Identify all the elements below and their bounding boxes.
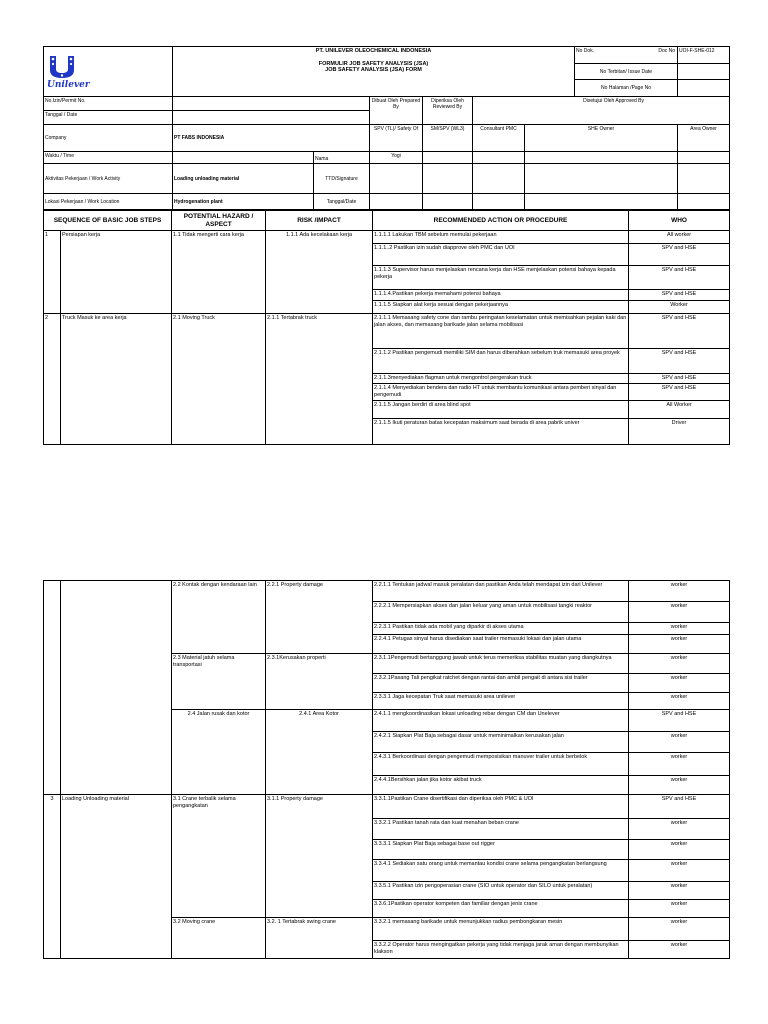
responsible-party: worker — [629, 693, 730, 710]
activity-label: Aktivitas Pekerjaan / Work Activity — [44, 164, 173, 194]
job-step: Truck Masuk ke area kerja — [61, 314, 172, 445]
col-hazard: POTENTIAL HAZARD / ASPECT — [172, 211, 266, 231]
recommended-action: 2.3.2.1Pasang Tali pengikat ratchet dengan rantai dan ambil pengait di antara sisi trailer — [373, 674, 629, 693]
recommended-action: 2.1.1.2 Pastikan pengemudi memiliki SIM dan harus diberahkan sebelum truk memasuki area proyek — [373, 349, 629, 374]
recommended-action: 2.1.1.3menyediakan flagman untuk mengontrol pergerakan truck — [373, 374, 629, 384]
recommended-action: 2.1.1.5 Jangan berdiri di area blind spot — [373, 401, 629, 419]
responsible-party: worker — [629, 840, 730, 860]
prepared-name: Yogi — [370, 152, 423, 164]
responsible-party: worker — [629, 602, 730, 623]
responsible-party: worker — [629, 776, 730, 795]
hazard: 3.1 Crane terbalik selama pengangkatan — [172, 795, 266, 918]
job-step: Loading Unloading material — [61, 795, 172, 959]
table-row — [44, 795, 730, 819]
step-number: 2 — [44, 314, 61, 445]
jsa-page-1 — [43, 46, 729, 445]
responsible-party: SPV and HSE — [629, 314, 730, 349]
job-step — [61, 581, 172, 795]
no-dok-label: No Dok. — [576, 48, 595, 54]
prepared-label: Dibuat Oleh Prepared By — [370, 97, 423, 125]
recommended-action: 1.1.1.1 Lakukan TBM sebelum memulai pekerjaan — [373, 231, 629, 244]
recommended-action: 3.3.6.1Pastikan operator kompeten dan familiar dengan jenis crane — [373, 900, 629, 918]
form-header — [43, 46, 730, 210]
responsible-party: Worker — [629, 301, 730, 314]
recommended-action: 2.2.2.1 Mempersiapkan akses dan jalan keluar yang aman untuk mobilisasi tangki reaktor — [373, 602, 629, 623]
col-risk: RISK /IMPACT — [266, 211, 373, 231]
permit-label: No.Izin/Permit No. — [44, 97, 173, 111]
recommended-action: 2.1.1.5 Ikuti peraturan batas kecepatan maksimum saat berada di area pabrik univer — [373, 419, 629, 445]
date-value — [173, 111, 370, 125]
responsible-party: worker — [629, 623, 730, 635]
step-number — [44, 581, 61, 795]
responsible-party: worker — [629, 581, 730, 602]
hazard: 2.4 Jalan rusak dan kotor — [172, 710, 266, 795]
jsa-page-2 — [43, 580, 729, 959]
column-headers — [44, 211, 730, 231]
recommended-action: 2.1.1.4 Menyediakan bendera dan radio HT untuk membantu komunikasi antara pemberi sinyal dan pengemudi — [373, 384, 629, 401]
responsible-party: worker — [629, 819, 730, 840]
recommended-action: 3.3.1.1Pastikan Crane disertifikasi dan diperiksa oleh PMC & UOI — [373, 795, 629, 819]
location-label: Lokasi Pekerjaan / Work Location — [44, 194, 173, 210]
responsible-party: worker — [629, 882, 730, 900]
hazard: 2.3 Material jatuh selama transportasi — [172, 654, 266, 710]
risk: 3.2. 1 Tertabrak swing crane — [266, 918, 373, 959]
tanggal-label: Tanggal/Date — [314, 194, 370, 210]
recommended-action: 3.3.5.1 Pastikan izin pengoperasian crane (SIO untuk operator dan SILO untuk peralatan) — [373, 882, 629, 900]
responsible-party: SPV and HSE — [629, 374, 730, 384]
responsible-party: SPV and HSE — [629, 795, 730, 819]
unilever-wordmark: Unilever — [47, 80, 90, 90]
doc-no-cell — [575, 47, 678, 64]
hazard: 2.2 Kontak dengan kendaraan lain — [172, 581, 266, 654]
responsible-party: SPV and HSE — [629, 349, 730, 374]
recommended-action: 2.4.2.1 Siapkan Plat Baja sebagai dasar untuk meminimalkan kerusakan jalan — [373, 732, 629, 753]
nama-label: Nama — [314, 152, 370, 164]
recommended-action: 2.2.1.1 Tentukan jadwal masuk peralatan dan pastikan Anda telah mendapat izin dari Unilever — [373, 581, 629, 602]
responsible-party: All worker — [629, 231, 730, 244]
time-value — [173, 152, 314, 164]
date-label: Tanggal / Date — [44, 111, 173, 125]
recommended-action: 3.3.2.1 Pastikan tanah rata dan kuat menahan beban crane — [373, 819, 629, 840]
responsible-party: worker — [629, 674, 730, 693]
recommended-action: 3.3.2.2 Operator harus mengingatkan pekerja yang tidak menjaga jarak aman dengan membunyikan klakson — [373, 941, 629, 959]
recommended-action: 2.2.3.1 Pastikan tidak ada mobil yang diparkir di akses utama — [373, 623, 629, 635]
responsible-party: SPV and HSE — [629, 244, 730, 266]
unilever-logo-icon — [47, 54, 77, 80]
recommended-action: 1.1.1.5 Siapkan alat kerja sesuai dengan pekerjaannya — [373, 301, 629, 314]
doc-no-label: Doc No — [658, 48, 676, 54]
risk: 3.1.1 Property damage — [266, 795, 373, 918]
area-owner-label: Area Owner — [678, 125, 730, 152]
responsible-party: worker — [629, 635, 730, 654]
recommended-action: 2.3.1.1Pengemudi bertanggung jawab untuk terus memeriksa stabilitas muatan yang diangkutnya — [373, 654, 629, 674]
risk: 2.3.1Kerusakan properti — [266, 654, 373, 710]
responsible-party: SPV and HSE — [629, 384, 730, 401]
step-number: 3 — [44, 795, 61, 959]
recommended-action: 2.3.3.1 Jaga kecepatan Truk saat memasuki area unilever — [373, 693, 629, 710]
recommended-action: 1.1.1.4.Pastikan pekerja memahami potensi bahaya — [373, 290, 629, 301]
recommended-action: 3.3.3.1 Siapkan Plat Baja sebagai base out rigger — [373, 840, 629, 860]
responsible-party: All Worker — [629, 401, 730, 419]
issue-date-value — [678, 64, 730, 80]
jsa-table-page-2 — [43, 580, 730, 959]
recommended-action: 2.4.4.1Bersihkan jalan jika kotor akibat truck — [373, 776, 629, 795]
responsible-party: worker — [629, 918, 730, 941]
jsa-table-page-1 — [43, 210, 730, 445]
permit-value — [173, 97, 370, 111]
page-1-rows — [44, 231, 730, 445]
responsible-party: worker — [629, 732, 730, 753]
responsible-party: worker — [629, 860, 730, 882]
responsible-party: SPV and HSE — [629, 266, 730, 290]
company-label: Company — [44, 125, 173, 152]
risk: 2.4.1 Area Kotor — [266, 710, 373, 795]
recommended-action: 2.4.1.1 mengkoordinasikan lokasi unloading rebar dengan CM dan Unelever — [373, 710, 629, 732]
recommended-action: 2.4.3.1 Berkoordinasi dengan pengemudi memposisikan manuver trailer untuk berbelok — [373, 753, 629, 776]
recommended-action: 3.3.2.1 memasang barikade untuk menunjukkan radius pembongkaran mesin — [373, 918, 629, 941]
company-value: PT FABS INDONESIA — [173, 125, 370, 152]
table-row — [44, 314, 730, 349]
col-who: WHO — [629, 211, 730, 231]
form-title-en: JOB SAFETY ANALYSIS (JSA) FORM — [325, 67, 422, 73]
issue-date-label: No Terbitan/ Issue Date — [575, 64, 678, 80]
reviewed-label: Diperiksa Oleh Reviewed By — [423, 97, 473, 125]
activity-value: Loading unloading material — [173, 164, 314, 194]
page-no-label: No Halaman /Page No — [575, 80, 678, 97]
company-name: PT. UNILEVER OLEOCHEMICAL INDONESIA — [315, 48, 432, 54]
responsible-party: worker — [629, 654, 730, 674]
responsible-party: Driver — [629, 419, 730, 445]
logo-cell — [44, 47, 173, 97]
page-no-value — [678, 80, 730, 97]
spv-label: SPV (TL)/ Safety Of — [370, 125, 423, 152]
responsible-party: SPV and HSE — [629, 710, 730, 732]
location-value: Hydrogenation plant — [173, 194, 314, 210]
hazard: 2.1 Moving Truck — [172, 314, 266, 445]
risk: 2.1.1 Tertabrak truck — [266, 314, 373, 445]
sm-label: SM/SPV (WL3) — [423, 125, 473, 152]
table-row — [44, 231, 730, 244]
page-2-rows — [44, 581, 730, 959]
consultant-label: Consultant PMC — [473, 125, 525, 152]
responsible-party: worker — [629, 753, 730, 776]
col-action: RECOMMENDED ACTION OR PROCEDURE — [373, 211, 629, 231]
risk: 2.2.1 Property damage — [266, 581, 373, 654]
recommended-action: 1.1.1..2 Pastikan izin sudah diapprove oleh PMC dan UOI — [373, 244, 629, 266]
title-cell — [173, 47, 575, 97]
form-title-id: FORMULIR JOB SAFETY ANALYSIS (JSA) — [318, 60, 429, 67]
table-row — [44, 581, 730, 602]
recommended-action: 2.1.1.1 Memasang safety cone dan rambu peringatan keselamatan untuk memisahkan pejalan kaki dan jalan akses, dan memasang barikade jalan selama mobilisasi — [373, 314, 629, 349]
ttd-label: TTD/Signature — [314, 164, 370, 194]
responsible-party: worker — [629, 941, 730, 959]
risk: 1.1.1 Ada kecelakaan kerja — [266, 231, 373, 314]
responsible-party: worker — [629, 900, 730, 918]
job-step: Persiapan kerja — [61, 231, 172, 314]
responsible-party: SPV and HSE — [629, 290, 730, 301]
doc-no-value: UOI-F-SHE-012 — [678, 47, 730, 64]
hazard: 3.2 Moving crane — [172, 918, 266, 959]
recommended-action: 1.1.1.3 Supervisor harus menjelaskan rencana kerja dan HSE menjelaskan potensi bahaya kepada pekerja — [373, 266, 629, 290]
recommended-action: 2.2.4.1 Petugas sinyal harus disediakan saat trailer memasuki lokasi dan jalan utama — [373, 635, 629, 654]
recommended-action: 3.3.4.1 Sediakan satu orang untuk memantau kondisi crane selama pengangkatan berlangsung — [373, 860, 629, 882]
step-number: 1 — [44, 231, 61, 314]
hazard: 1.1 Tidak mengerti cara kerja — [172, 231, 266, 314]
time-label: Waktu / Time — [44, 152, 173, 164]
she-owner-label: SHE Owner — [525, 125, 678, 152]
col-seq: SEQUENCE OF BASIC JOB STEPS — [44, 211, 172, 231]
approved-label: Disetujui Oleh Approved By — [473, 97, 730, 125]
